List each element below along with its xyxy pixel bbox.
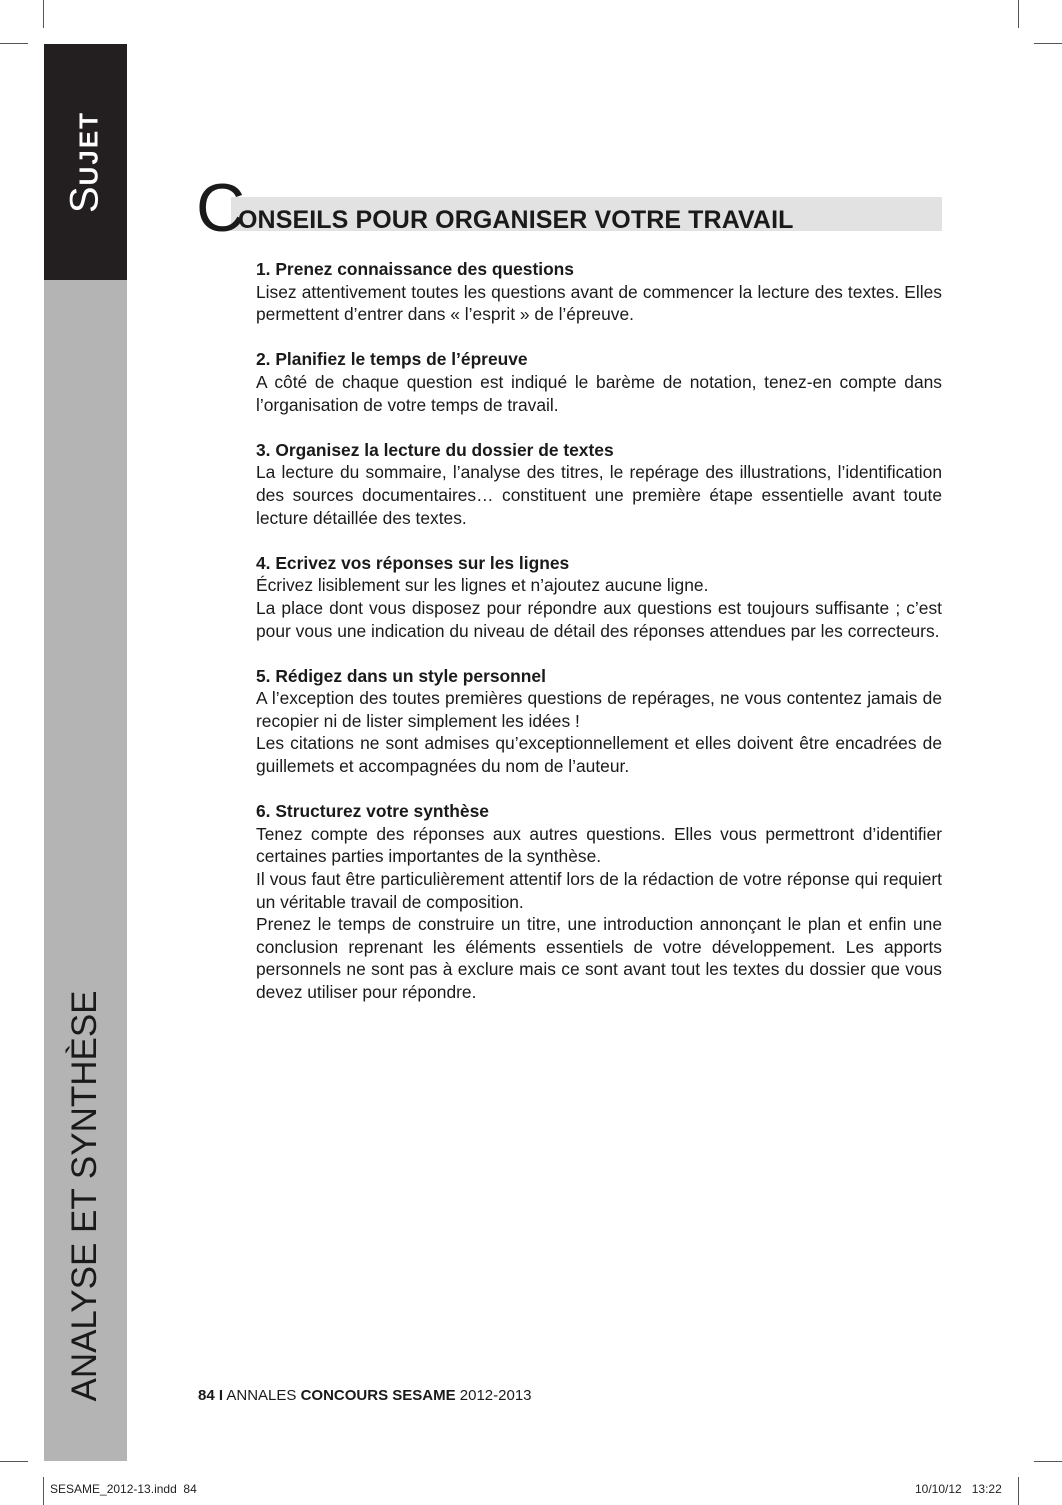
slug-page: 84 bbox=[183, 1482, 197, 1496]
crop-mark bbox=[0, 1461, 28, 1462]
page-footer bbox=[198, 1387, 532, 1404]
advice-section bbox=[256, 258, 942, 326]
crop-mark bbox=[1034, 1461, 1062, 1462]
advice-section bbox=[256, 348, 942, 416]
section-title: 1. Prenez connaissance des questions bbox=[256, 259, 574, 279]
crop-mark bbox=[1034, 43, 1062, 44]
page-number: 84 bbox=[198, 1387, 215, 1404]
section-paragraph: Tenez compte des réponses aux autres questions. Elles vous permettront d’identifier certaines parties importantes de la synthèse. bbox=[256, 823, 942, 867]
section-title: 2. Planifiez le temps de l’épreuve bbox=[256, 349, 528, 370]
footer-concours: CONCOURS SESAME bbox=[300, 1387, 456, 1404]
advice-list bbox=[256, 258, 942, 1026]
print-slug-file bbox=[50, 1482, 197, 1496]
crop-mark bbox=[1018, 0, 1019, 28]
section-paragraph: Écrivez lisiblement sur les lignes et n’ajoutez aucune ligne. bbox=[256, 575, 709, 596]
sidebar-section-initial: S bbox=[62, 185, 107, 214]
sidebar-section-rest: UJET bbox=[73, 110, 104, 186]
section-title: 6. Structurez votre synthèse bbox=[256, 801, 489, 822]
advice-section bbox=[256, 439, 942, 529]
advice-section bbox=[256, 552, 942, 642]
section-paragraph: La place dont vous disposez pour répondre aux questions est toujours suffisante ; c’est pour vous une indication du niveau de détail des réponses attendues par les correcteurs. bbox=[256, 597, 942, 641]
section-paragraph: A l’exception des toutes premières questions de repérages, ne vous contentez jamais de recopier ni de lister simplement les idées ! bbox=[256, 688, 942, 731]
footer-annales: ANNALES bbox=[226, 1387, 297, 1404]
sidebar-section-label bbox=[63, 111, 108, 213]
section-title: 5. Rédigez dans un style personnel bbox=[256, 665, 546, 686]
page-title: ONSEILS POUR ORGANISER VOTRE TRAVAIL bbox=[238, 206, 794, 234]
section-title: 4. Ecrivez vos réponses sur les lignes bbox=[256, 552, 570, 573]
advice-section bbox=[256, 800, 942, 1003]
crop-mark bbox=[43, 0, 44, 28]
section-paragraph: Lisez attentivement toutes les questions avant de commencer la lecture des textes. Elles permettent d’entrer dans « l’esprit » de l’épreuve. bbox=[256, 281, 942, 325]
slug-filename: SESAME_2012-13.indd bbox=[50, 1482, 177, 1496]
footer-separator: I bbox=[218, 1387, 224, 1404]
slug-time: 13:22 bbox=[971, 1482, 1002, 1496]
footer-years: 2012-2013 bbox=[459, 1387, 532, 1404]
crop-mark bbox=[0, 43, 28, 44]
heading-initial: C bbox=[196, 170, 242, 246]
sidebar-subject-label: ANALYSE ET SYNTHÈSE bbox=[65, 990, 104, 1402]
section-paragraph: Les citations ne sont admises qu’exceptionnellement et elles doivent être encadrées de guillemets et accompagnées du nom de l’auteur. bbox=[256, 733, 942, 777]
advice-section bbox=[256, 665, 942, 778]
section-paragraph: La lecture du sommaire, l’analyse des titres, le repérage des illustrations, l’identification des sources documentaires… constituent une première étape essentielle avant toute lecture détaillée des textes. bbox=[256, 462, 942, 528]
section-paragraph: Prenez le temps de construire un titre, une introduction annonçant le plan et enfin une conclusion reprenant les éléments essentiels de votre développement. Les apports personnels ne sont pas à exclure mais ce sont avant tout les textes du dossier que vous devez utiliser pour répondre. bbox=[256, 914, 942, 1002]
crop-mark bbox=[43, 1477, 44, 1505]
print-slug-date bbox=[915, 1482, 1002, 1496]
section-paragraph: Il vous faut être particulièrement attentif lors de la rédaction de votre réponse qui requiert un véritable travail de composition. bbox=[256, 869, 942, 912]
crop-mark bbox=[1018, 1477, 1019, 1505]
section-paragraph: A côté de chaque question est indiqué le barème de notation, tenez-en compte dans l’organisation de votre temps de travail. bbox=[256, 371, 942, 415]
section-title: 3. Organisez la lecture du dossier de textes bbox=[256, 439, 614, 460]
slug-date: 10/10/12 bbox=[915, 1482, 962, 1496]
